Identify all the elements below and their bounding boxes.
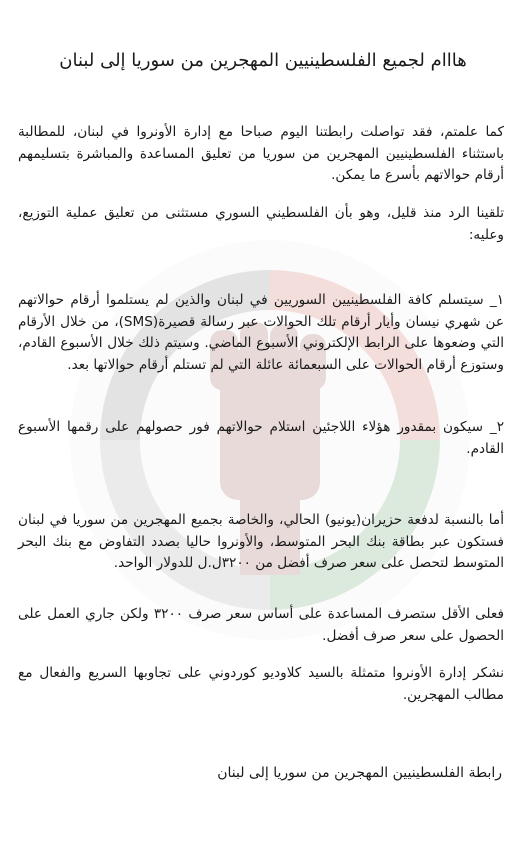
paragraph-june-payment: أما بالنسبة لدفعة حزيران(يونيو) الحالي، والخاصة بجميع المهجرين من سوريا في لبنان فستكون عبر بطاقة بنك البحر المتوسط، والأونروا حاليا بصدد التفاوض مع بنك البحر المتوسط لتحصل على سعر صرف أفضل من ٣٢٠٠ل.ل للدولار الواحد. [18,512,504,571]
paragraph-exchange-rate: فعلى الأقل ستصرف المساعدة على أساس سعر صرف ٣٢٠٠ ولكن جاري العمل على الحصول على سعر صرف أفضل. [18,606,504,644]
paragraph-intro: كما علمتم، فقد تواصلت رابطتنا اليوم صباحا مع إدارة الأونروا في لبنان، للمطالبة باستثناء الفلسطينيين المهجرين من سوريا من تعليق المساعدة والمباشرة بتسليمهم أرقام حوالاتهم بأسرع ما يمكن. [18,124,504,183]
paragraph-thanks: نشكر إدارة الأونروا متمثلة بالسيد كلاوديو كوردوني على تجاوبها السريع والفعال مع مطالب المهجرين. [18,665,504,703]
paragraph-point-1: ١_ سيتسلم كافة الفلسطينيين السوريين في لبنان والذين لم يستلموا أرقام حوالاتهم عن شهري نيسان وأيار أرقام تلك الحوالات عبر رسالة قصيرة(SMS)، من خلال الأرقام التي وضعوها على الرابط الإلكتروني الأسبوع الماضي. وسيتم ذلك خلال الأسبوع القادم، وستوزع أرقام الحوالات على السبعمائة عائلة التي لم تستلم أرقام حوالاتها بعد. [18,292,504,373]
page-title: هااام لجميع الفلسطينيين المهجرين من سوريا إلى لبنان [59,50,467,71]
paragraph-point-2: ٢_ سيكون بمقدور هؤلاء اللاجئين استلام حوالاتهم فور حصولهم على رقمها الأسبوع القادم. [18,419,504,457]
signature: رابطة الفلسطينيين المهجرين من سوريا إلى لبنان [217,765,502,781]
paragraph-response: تلقينا الرد منذ قليل، وهو بأن الفلسطيني السوري مستثنى من تعليق عملية التوزيع، وعليه: [18,205,504,243]
